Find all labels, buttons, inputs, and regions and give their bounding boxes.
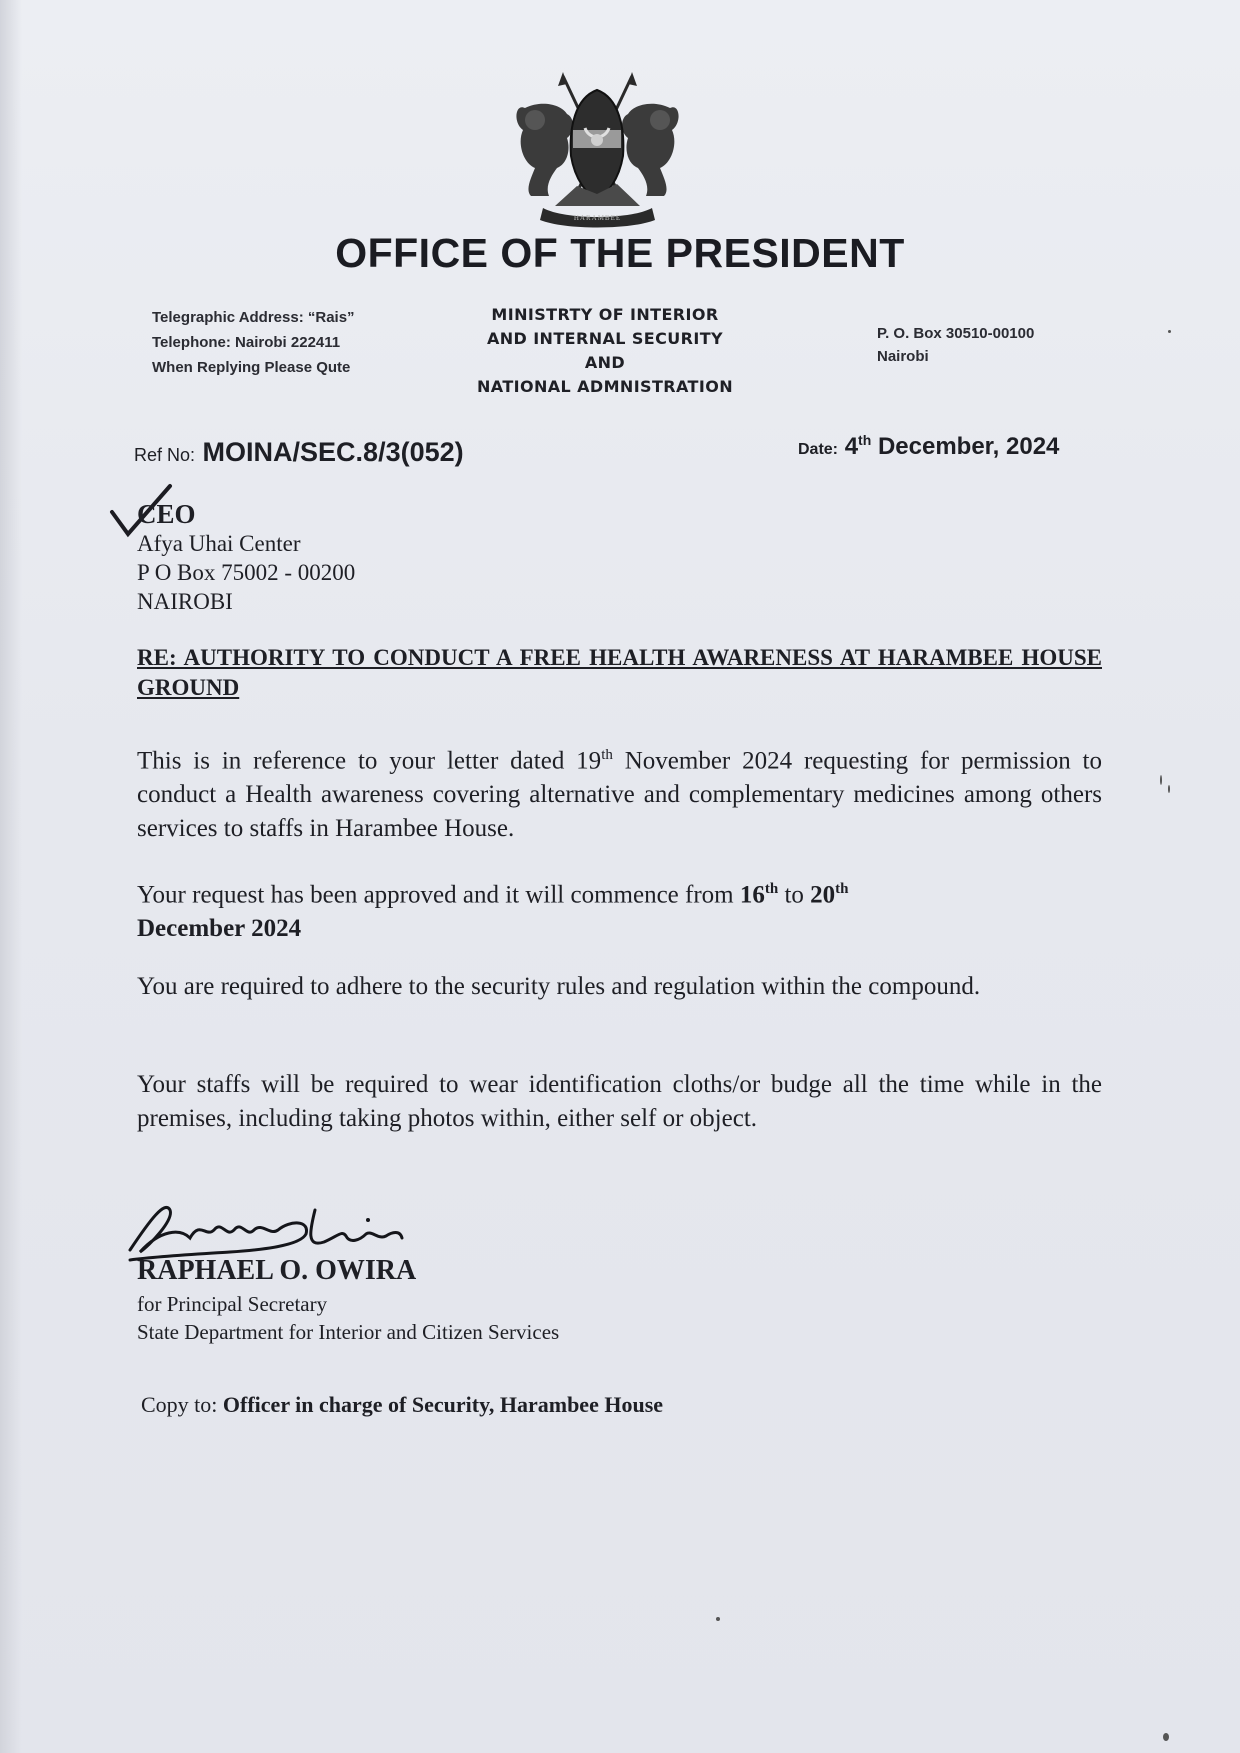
- addressee-line: P O Box 75002 - 00200: [137, 560, 356, 585]
- ministry-line-1: MINISTRTY OF INTERIOR: [491, 305, 719, 324]
- scan-speck: [716, 1617, 720, 1621]
- coat-of-arms-icon: [505, 68, 690, 228]
- p1-text-a: This is in reference to your letter dated 19: [137, 747, 602, 775]
- contact-details: [152, 305, 355, 380]
- signer-name: RAPHAEL O. OWIRA: [137, 1255, 417, 1286]
- postal-address: [877, 322, 1034, 368]
- scan-speck: [1163, 1733, 1169, 1741]
- date-label: Date:: [798, 441, 839, 458]
- p2-text-mid: to: [778, 881, 811, 909]
- date-suffix: th: [858, 432, 872, 448]
- signer-role: for Principal Secretary: [137, 1292, 328, 1316]
- p2-text-a: Your request has been approved and it will commence from: [137, 881, 740, 909]
- ministry-name: [440, 303, 770, 399]
- signer-department: State Department for Interior and Citizen Services: [137, 1320, 560, 1344]
- ministry-line-4: NATIONAL ADMNISTRATION: [476, 377, 734, 396]
- letter-date: [798, 432, 1059, 461]
- signer-details: [137, 1290, 559, 1346]
- p1-sup: th: [601, 747, 613, 763]
- city: Nairobi: [877, 348, 929, 365]
- p2-month: December 2024: [137, 915, 302, 943]
- reply-note: When Replying Please Qute: [152, 359, 351, 376]
- body-paragraph-4: Your staffs will be required to wear identification cloths/or budge all the time while in the premises, including taking photos within, either self or object.: [137, 1071, 1102, 1132]
- crest-banner-text: HARAMBEE: [573, 214, 622, 222]
- telegraphic-address: Telegraphic Address: “Rais”: [152, 309, 355, 326]
- reference-number: [134, 437, 464, 468]
- copy-to: [141, 1392, 663, 1418]
- copy-recipient: Officer in charge of Security, Harambee House: [222, 1392, 664, 1417]
- scan-speck: [1168, 330, 1171, 333]
- body-paragraph-2: [137, 872, 1102, 946]
- page-title: OFFICE OF THE PRESIDENT: [335, 230, 905, 276]
- ref-label: Ref No:: [134, 445, 196, 465]
- subject-line: RE: AUTHORITY TO CONDUCT A FREE HEALTH AWARENESS AT HARAMBEE HOUSE GROUND: [137, 645, 1102, 700]
- p2-start-sup: th: [764, 881, 779, 897]
- ministry-line-2: AND INTERNAL SECURITY: [486, 329, 724, 348]
- addressee-line: Afya Uhai Center: [137, 531, 301, 556]
- addressee-line: NAIROBI: [137, 589, 233, 614]
- p1-text-b: November 2024 requesting for permission to conduct a Health awareness covering alternative and complementary medicines among others services to staffs in Harambee House.: [137, 747, 1102, 843]
- addressee-block: [137, 500, 355, 616]
- date-rest: December, 2024: [877, 433, 1060, 460]
- p2-start-day: 16: [739, 881, 765, 909]
- po-box: P. O. Box 30510-00100: [877, 325, 1035, 342]
- p2-end-day: 20: [810, 881, 836, 909]
- date-day: 4: [844, 433, 859, 460]
- p2-end-sup: th: [835, 881, 849, 897]
- body-paragraph-1: [137, 738, 1102, 846]
- scan-speck: [1168, 785, 1170, 793]
- copy-label: Copy to:: [141, 1392, 218, 1417]
- addressee-title: CEO: [137, 499, 196, 529]
- ministry-line-3: AND: [584, 353, 626, 372]
- telephone: Telephone: Nairobi 222411: [152, 334, 341, 351]
- ref-value: MOINA/SEC.8/3(052): [202, 437, 464, 467]
- scan-speck: [1160, 775, 1162, 785]
- body-paragraph-3: You are required to adhere to the security rules and regulation within the compound.: [137, 973, 981, 1000]
